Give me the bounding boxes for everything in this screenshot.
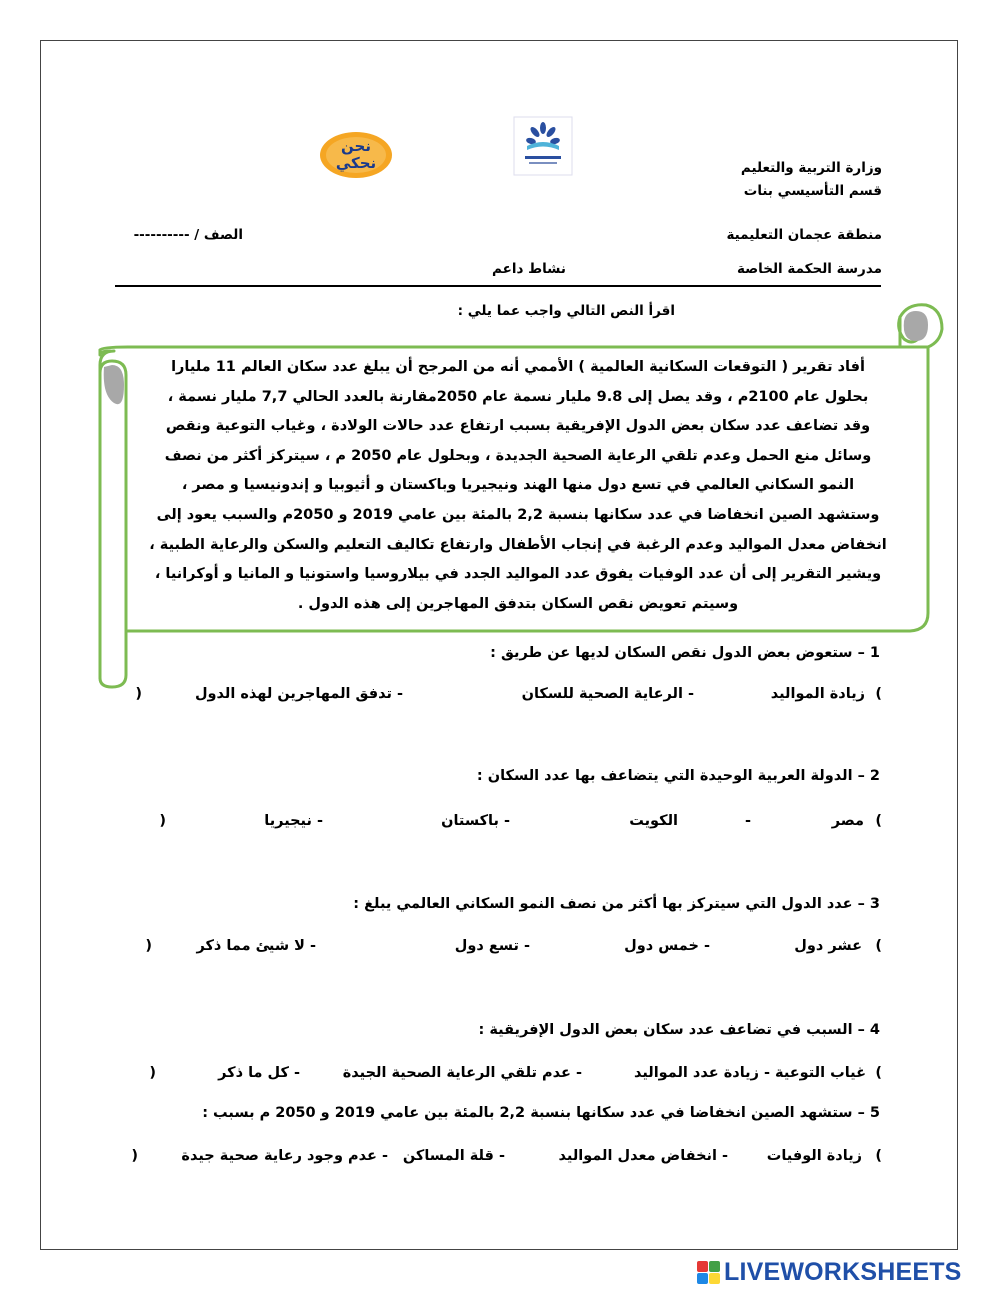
q3-option-1[interactable]: عشر دول [794, 938, 862, 954]
passage-line: النمو السكاني العالمي في تسع دول منها الهند ونيجيريا وباكستان و أثيوبيا و إندونيسيا و مصر ، [181, 477, 855, 494]
q4-option-1[interactable]: غياب التوعية - زيادة عدد المواليد [633, 1065, 866, 1081]
q5-option-4[interactable]: - عدم وجود رعاية صحية جيدة [181, 1148, 388, 1164]
brand-square-blue [697, 1273, 708, 1284]
question-3-text: 3 – عدد الدول التي سيتركز بها أكثر من نصف النمو السكاني العالمي يبلغ : [353, 896, 880, 912]
logo-word-2: نحكي [335, 154, 377, 172]
q4-option-2[interactable]: - عدم تلقي الرعاية الصحية الجيدة [342, 1065, 582, 1081]
passage-line: وستشهد الصين انخفاضا في عدد سكانها بنسبة 2,2 بالمئة بين عامي 2019 و 2050م والسبب يعود إلى [156, 506, 880, 523]
q3-close-paren: ) [145, 938, 152, 954]
question-4-text: 4 – السبب في تضاعف عدد سكان بعض الدول الإفريقية : [478, 1022, 880, 1038]
passage-line: وقد تضاعف عدد سكان بعض الدول الإفريقية بسبب ارتفاع عدد حالات الولادة ، وغياب التوعية ونقص [165, 418, 871, 435]
q3-option-4[interactable]: - لا شيئ مما ذكر [196, 938, 316, 954]
q5-option-2[interactable]: - انخفاض معدل المواليد [558, 1148, 728, 1164]
q2-option-3[interactable]: - باكستان [441, 813, 510, 829]
passage-line: وسيتم تعويض نقص السكان بتدفق المهاجرين إلى هذه الدول . [297, 595, 739, 612]
liveworksheets-icon [697, 1261, 720, 1284]
passage [128, 353, 908, 619]
liveworksheets-text: LIVEWORKSHEETS [724, 1257, 962, 1286]
q1-option-2[interactable]: - الرعاية الصحية للسكان [521, 686, 694, 702]
q5-close-paren: ) [131, 1148, 138, 1164]
passage-line: وسائل منع الحمل وعدم تلقي الرعاية الصحية الجديدة ، وبحلول عام 2050 م ، سيتركز أكثر من نصف [164, 447, 872, 464]
q5-option-3[interactable]: - قلة المساكن [402, 1148, 505, 1164]
brand-square-green [709, 1261, 720, 1272]
q2-option-1[interactable]: مصر [831, 813, 864, 829]
school-logo [513, 116, 573, 176]
liveworksheets-brand[interactable] [697, 1259, 962, 1285]
q4-close-paren: ) [149, 1065, 156, 1081]
q3-option-2[interactable]: - خمس دول [624, 938, 710, 954]
brand-logo [318, 130, 394, 180]
department-title: قسم التأسيسي بنات [743, 183, 882, 199]
q1-option-1[interactable]: زيادة المواليد [770, 686, 865, 702]
q1-close-paren: ) [135, 686, 142, 702]
passage-line: بحلول عام 2100م ، وقد يصل إلى 9.8 مليار نسمة عام 2050مقارنة بالعدد الحالي 7,7 مليار نسمة ، [167, 388, 869, 405]
header-divider [115, 285, 881, 287]
q1-option-3[interactable]: - تدفق المهاجرين لهذه الدول [194, 686, 403, 702]
q3-option-3[interactable]: - تسع دول [454, 938, 530, 954]
brand-square-red [697, 1261, 708, 1272]
q2-option-4[interactable]: - نيجيريا [264, 813, 323, 829]
q2-open-paren: ( [875, 813, 882, 829]
passage-line: انخفاض معدل المواليد وعدم الرغبة في إنجاب الأطفال وارتفاع تكاليف التعليم والسكن والرعاية الطبية ، [149, 536, 887, 553]
passage-line: أفاد تقرير ( التوقعات السكانية العالمية ) الأممي أنه من المرجح أن يبلغ عدد سكان العالم 11 مليارا [171, 359, 865, 375]
q4-option-3[interactable]: - كل ما ذكر [218, 1065, 300, 1081]
q2-option-2[interactable]: الكويت [629, 813, 678, 829]
q5-open-paren: ( [875, 1148, 882, 1164]
instruction-text: اقرأ النص التالي واجب عما يلي : [457, 303, 675, 319]
q1-open-paren: ( [875, 686, 882, 702]
question-1-text: 1 – ستعوض بعض الدول نقص السكان لديها عن طريق : [490, 645, 880, 661]
school-title: مدرسة الحكمة الخاصة [736, 261, 882, 277]
q2-separator: - [744, 813, 751, 829]
q2-close-paren: ) [159, 813, 166, 829]
logo-word-1: نحن [341, 137, 371, 155]
question-5-text: 5 – ستشهد الصين انخفاضا في عدد سكانها بنسبة 2,2 بالمئة بين عامي 2019 و 2050 م بسبب : [202, 1105, 880, 1121]
passage-line: ويشير التقرير إلى أن عدد الوفيات يفوق عدد المواليد الجدد في بيلاروسيا واستونيا و المانيا و أوكرانيا ، [154, 566, 882, 583]
class-label: الصف / ---------- [133, 227, 243, 243]
activity-label: نشاط داعم [492, 261, 566, 277]
q3-open-paren: ( [875, 938, 882, 954]
brand-square-yellow [709, 1273, 720, 1284]
ministry-title: وزارة التربية والتعليم [740, 160, 882, 176]
q5-option-1[interactable]: زيادة الوفيات [766, 1148, 862, 1164]
region-title: منطقة عجمان التعليمية [726, 227, 882, 243]
question-2-text: 2 – الدولة العربية الوحيدة التي يتضاعف بها عدد السكان : [476, 768, 880, 784]
q4-open-paren: ( [875, 1065, 882, 1081]
